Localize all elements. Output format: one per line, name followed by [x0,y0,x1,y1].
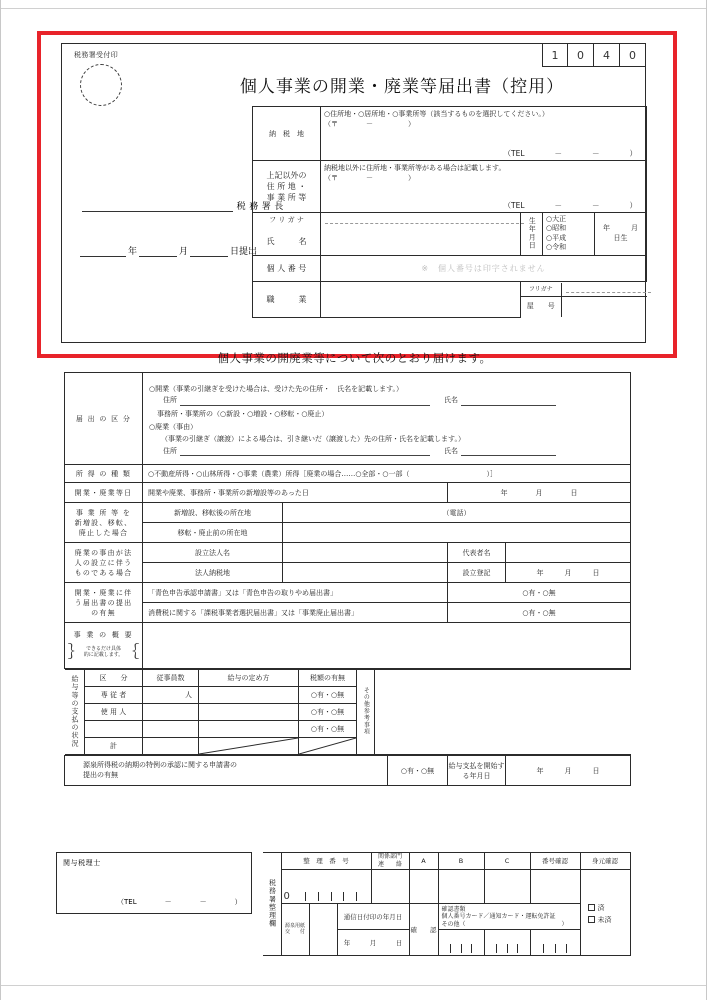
office-header-number-check: 番号確認 [530,853,580,870]
office-change-label-line1: 事 業 所 等 を [75,508,132,517]
category-close-note: （事業の引継ぎ（譲渡）による場合は、引き継いだ（譲渡した）先の住所・氏名を記載します。） [161,435,465,444]
trade-name-block [521,281,647,317]
office-gensen-label-line1: 源泉用紙 [284,923,305,930]
office-header-row [263,853,630,870]
office-side-label-text: 税務署整理欄 [268,878,277,928]
salary-tax-3[interactable]: ○有・○無 [299,721,357,738]
submit-year-label: 年 [128,247,138,257]
salary-header-tax: 税額の有無 [299,670,357,687]
brace-left-icon: ｝ [67,642,84,662]
office-doc-types [438,903,580,929]
main-form-table [64,372,631,786]
reception-stamp-circle-icon [80,64,122,106]
code-digit-4: 0 [620,43,646,67]
table-row-mynumber [253,255,647,281]
submission-blue-return-choice[interactable]: ○有・○無 [448,583,631,603]
table-row-open-close-date [65,483,631,503]
corporation-label [65,543,143,583]
office-tsushin-ymd[interactable]: 年 月 日 [337,929,409,955]
stamp-label: 税務署受付印 [74,51,119,59]
office-header-a: A [409,853,438,870]
era-option-reiwa[interactable]: ○令和 [546,243,567,252]
table-row-trade-furigana [521,283,647,297]
submission-blue-return-label: 「青色申告承認申請書」又は「青色申告の取りやめ届出書」 [143,583,448,603]
tax-office-processing-table [263,852,631,956]
era-option-showa[interactable]: ○昭和 [546,224,567,233]
category-close-option[interactable]: ○廃業（事由） [149,423,198,431]
page-top-rule [1,8,707,9]
corporation-tax-place-input[interactable] [283,563,448,583]
open-close-date-input[interactable]: 年 月 日 [448,483,631,503]
office-kankei-header-line1: 関係部門 [377,853,402,860]
office-kankei-header [371,853,409,870]
code-digit-1: 1 [542,43,568,67]
office-old-location-label: 移転・廃止前の所在地 [143,523,283,543]
table-row-withholding [65,756,631,786]
business-outline-input[interactable] [143,623,631,669]
withholding-choice[interactable]: ○有・○無 [388,756,448,786]
table-row-trade-name [521,297,647,317]
salary-tax-total-struck [299,738,357,755]
salary-tax-1[interactable]: ○有・○無 [299,687,357,704]
salary-count-3[interactable] [143,721,199,738]
table-row-office-change-1 [65,503,631,523]
table-row-occupation [253,281,647,317]
business-outline-note-line2: 的に記載します。 [83,652,124,659]
office-seiri-prefix: 0 [283,890,290,902]
tax-place-cell[interactable] [321,107,647,161]
trade-furigana-label [521,283,561,297]
office-gensen-input[interactable] [309,903,337,955]
form-code-boxes [542,43,646,67]
open-close-date-label: 開業・廃業等日 [65,483,143,503]
salary-kind-total: 計 [85,738,143,755]
tax-accountant-label: 関与税理士 [63,859,101,867]
corporation-reg-ymd[interactable]: 年 月 日 [506,563,631,583]
birth-ymd-cell[interactable] [595,213,659,256]
tax-place-label: 納 税 地 [253,107,321,161]
mynumber-note: ※ 個人番号は印字されません [421,263,546,273]
business-outline-note-line1: できるだけ具体 [85,645,121,652]
office-new-location-input[interactable]: （電話） [283,503,631,523]
submissions-label-line3: の有無 [91,608,116,617]
brace-right-icon: ｛ [123,642,140,662]
office-change-label [65,503,143,543]
mynumber-label [253,255,321,281]
header-frame [61,43,659,343]
category-open-addr-input[interactable] [180,397,430,406]
office-gensen-label [281,903,309,955]
office-c-input[interactable] [484,869,530,903]
submissions-label [65,583,143,623]
occupation-label-text: 職 業 [266,294,307,304]
office-doc-ticks-d[interactable] [530,929,580,955]
tax-place-tel: （TEL － － ） [503,149,638,159]
code-digit-2: 0 [568,43,594,67]
category-close-addr-label: 住所 [163,446,177,455]
id-check-pending-label: 未済 [597,916,612,925]
office-kankei-header-line2: 連 絡 [377,860,402,868]
withholding-start-ymd[interactable]: 年 月 日 [506,756,631,786]
office-values-row [263,869,630,903]
office-tsushin-label: 通信日付印の年月日 [337,903,409,929]
salary-kind-1: 専 従 者 [85,687,143,704]
salary-header-kind: 区 分 [85,670,143,687]
income-type-label: 所 得 の 種 類 [65,465,143,483]
trade-name-label [521,297,561,317]
corporation-name-label: 設立法人名 [143,543,283,563]
office-header-b: B [438,853,484,870]
salary-method-1[interactable] [199,687,299,704]
business-outline-label [65,623,143,669]
submit-day-input[interactable] [190,245,228,257]
birth-date-label [521,213,543,256]
page-bottom-rule [1,985,707,986]
other-place-postal: （〒 － ） [324,173,415,182]
id-check-done-option[interactable] [588,904,630,913]
office-kankei-input[interactable] [371,869,409,903]
submit-day-label: 日提出 [230,247,258,257]
salary-table [65,669,631,755]
trade-name-label-text: 屋 号 [526,302,555,311]
salary-count-1[interactable]: 人 [143,687,199,704]
table-row-category [65,373,631,465]
trade-name-input[interactable] [561,297,647,317]
office-id-check-options[interactable] [580,869,630,955]
other-place-label [253,161,321,213]
office-new-location-label: 新増設、移転後の所在地 [143,503,283,523]
era-option-heisei[interactable]: ○平成 [546,233,567,242]
furigana-label [253,213,321,228]
corporation-tax-place-label: 法人納税地 [143,563,283,583]
table-row-salary [65,669,631,756]
office-doc-line1: 確認書類 [441,905,466,913]
tax-accountant-box[interactable] [56,852,252,914]
table-row-tax-place [253,107,647,161]
tax-place-options: ○住所地・○居所地・○事業所等（該当するものを選択してください。） [324,109,549,118]
withholding-text [65,756,388,786]
furigana-input[interactable] [321,213,521,228]
submissions-label-line1: 開業・廃業に伴 [74,588,133,597]
other-place-label-line3: 事 業 所 等 [266,193,307,203]
tax-accountant-tel: （TEL － － ） [117,898,242,906]
other-place-label-line1: 上記以外の [266,170,307,180]
corporation-name-input[interactable] [283,543,448,563]
era-options[interactable] [543,213,595,256]
name-input[interactable] [321,227,521,255]
table-row-other-place [253,161,647,213]
salary-remarks-input[interactable] [375,670,631,755]
occupation-input[interactable] [321,281,521,317]
corporation-label-line3: ものである場合 [74,568,133,577]
corporation-label-line1: 廃業の事由が法 [74,548,133,557]
salary-kind-3[interactable] [85,721,143,738]
withholding-text-line2: 提出の有無 [83,770,118,779]
office-a-input[interactable] [409,869,438,903]
category-open-addr-label: 住所 [163,396,177,405]
other-place-cell[interactable] [321,161,647,213]
checkbox-icon-pending[interactable] [588,916,595,923]
other-place-label-line2: 住 所 地 ・ [266,181,307,191]
category-close-name-label: 氏名 [444,446,458,455]
office-header-c: C [484,853,530,870]
salary-header-count: 従事員数 [143,670,199,687]
salary-section [65,669,631,756]
office-doc-header-row [263,903,630,929]
submissions-label-line2: う届出書の提出 [74,598,133,607]
submission-consumption-tax-choice[interactable]: ○有・○無 [448,603,631,623]
office-doc-line3: その他（ ） [441,921,568,929]
salary-remarks-label [357,670,375,755]
salary-method-total-struck [199,738,299,755]
mynumber-label-text: 個 人 番 号 [266,263,307,273]
birth-ymd-text: 年 月 日生 [603,224,659,242]
table-row-submission-2 [65,603,631,623]
open-close-date-text: 開業や廃業、事務所・事業所の新増設等のあった日 [143,483,448,503]
occupation-label [253,281,321,317]
trade-name-table [521,283,647,317]
trade-furigana-input[interactable] [561,283,647,297]
category-office-options[interactable]: 事務所・事業所の（○新設・○増設・○移転・○廃止） [157,409,329,418]
corporation-rep-label: 代表者名 [448,543,506,563]
table-row-office-change-2 [65,523,631,543]
table-row-corporation-2 [65,563,631,583]
table-row-furigana [253,213,647,228]
office-kakunin-label: 確 認 [409,903,438,955]
id-check-pending-option[interactable] [588,916,630,925]
office-doc-ticks-b[interactable] [438,929,484,955]
office-change-label-line2: 新増設、移転、 [74,518,133,527]
salary-count-total[interactable] [143,738,199,755]
name-label [253,227,321,255]
salary-method-2[interactable] [199,704,299,721]
salary-header-row [65,670,631,687]
table-row-corporation-1 [65,543,631,563]
furigana-label-text: フ リ ガ ナ [269,215,304,224]
office-old-location-input[interactable] [283,523,631,543]
withholding-start-label: 給与支払を開始する年月日 [448,756,506,786]
code-digit-3: 4 [594,43,620,67]
salary-header-method: 給与の定め方 [199,670,299,687]
salary-remarks-label-text: その他参考事項 [362,686,370,736]
mynumber-cell [321,255,647,281]
salary-side-label-text: 給与等の支払の状況 [70,674,79,748]
business-outline-label-text: 事 業 の 概 要 [73,630,134,639]
income-type-options[interactable]: ○不動産所得・○山林所得・○事業（農業）所得［廃業の場合……○全部・○一部（ ）］ [143,465,631,483]
corporation-reg-label: 設立登記 [448,563,506,583]
category-open-name-label: 氏名 [444,396,458,405]
tax-office-input-underline[interactable] [82,200,233,212]
salary-kind-2: 使 用 人 [85,704,143,721]
name-label-text: 氏 名 [266,236,307,246]
salary-side-label [65,670,85,755]
taxpayer-info-table [252,106,659,318]
era-option-taisho[interactable]: ○大正 [546,215,567,223]
birth-date-label-text: 生年月日 [528,216,537,249]
office-number-check-input[interactable] [530,869,580,903]
office-seiri-header: 整 理 番 号 [281,853,371,870]
tax-place-postal: （〒 － ） [324,119,415,128]
office-doc-line2: 個人番号カード／通知カード・運転免許証 [441,913,556,921]
id-check-done-label: 済 [597,903,605,912]
corporation-label-line2: 人の設立に伴う [74,558,133,567]
category-label: 届 出 の 区 分 [65,373,143,465]
office-change-label-line3: 廃止した場合 [78,528,129,537]
table-row-business-outline [65,623,631,669]
office-header-id-check: 身元確認 [580,853,630,870]
category-open-name-input[interactable] [461,397,556,406]
office-gensen-label-line2: 交 付 [284,929,305,936]
salary-tax-2[interactable]: ○有・○無 [299,704,357,721]
withholding-text-line1: 源泉所得税の納期の特例の承認に関する申請書の [83,761,237,770]
category-close-addr-input[interactable] [180,447,430,456]
submission-consumption-tax-label: 消費税に関する「課税事業者選択届出書」又は「事業廃止届出書」 [143,603,448,623]
category-open-option[interactable]: ○開業（事業の引継ぎを受けた場合は、受けた先の住所・ 氏名を記載します。） [149,384,404,393]
office-doc-ticks-c[interactable] [484,929,530,955]
checkbox-icon-done[interactable] [588,904,595,911]
category-close-name-input[interactable] [461,447,556,456]
office-b-input[interactable] [438,869,484,903]
salary-count-2[interactable] [143,704,199,721]
submit-month-input[interactable] [139,245,177,257]
salary-method-3[interactable] [199,721,299,738]
submit-year-input[interactable] [80,245,126,257]
submit-month-label: 月 [179,247,189,257]
declaration-caption: 個人事業の開廃業等について次のとおり届けます。 [217,351,492,365]
trade-furigana-label-text: フリガナ [528,285,553,293]
other-place-tel: （TEL － － ） [503,201,638,211]
office-seiri-input[interactable] [281,869,371,903]
other-place-note: 納税地以外に住所地・事業所等がある場合は記載します。 [324,163,506,172]
table-row-submission-1 [65,583,631,603]
page-title: 個人事業の開業・廃業等届出書（控用） [239,77,565,97]
table-row-income-type [65,465,631,483]
corporation-rep-input[interactable] [506,543,631,563]
office-seiri-ticks [294,888,369,901]
tax-office-suffix-label: 税務署長 [236,202,287,212]
office-side-label [263,853,281,956]
category-cell[interactable] [143,373,631,465]
